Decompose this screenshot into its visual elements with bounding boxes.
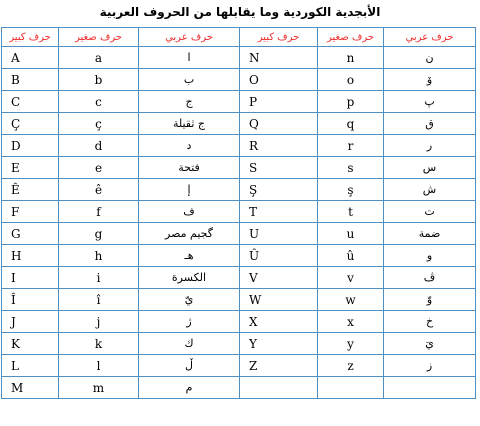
left-arabic-cell: گجيم مصر xyxy=(139,223,240,245)
right-capital-cell: R xyxy=(240,135,318,157)
right-small-cell: n xyxy=(318,47,384,69)
right-capital-cell: Û xyxy=(240,245,318,267)
table-row xyxy=(2,223,476,245)
right-arabic-cell: خ xyxy=(384,311,476,333)
left-arabic-cell: ج ثقيلة xyxy=(139,113,240,135)
left-arabic-cell: ف xyxy=(139,201,240,223)
left-capital-cell: Ê xyxy=(2,179,59,201)
right-small-cell xyxy=(318,377,384,399)
left-capital-cell: Î xyxy=(2,289,59,311)
right-arabic-cell: س xyxy=(384,157,476,179)
right-small-cell: v xyxy=(318,267,384,289)
right-capital-cell: Y xyxy=(240,333,318,355)
right-arabic-cell: وّ xyxy=(384,289,476,311)
table-row xyxy=(2,113,476,135)
right-capital-cell: T xyxy=(240,201,318,223)
left-capital-cell: B xyxy=(2,69,59,91)
left-capital-cell: A xyxy=(2,47,59,69)
right-small-cell: x xyxy=(318,311,384,333)
left-arabic-cell: ا xyxy=(139,47,240,69)
right-capital-cell: Q xyxy=(240,113,318,135)
left-capital-cell: C xyxy=(2,91,59,113)
left-capital-cell: M xyxy=(2,377,59,399)
header-capital-right: حرف كبير xyxy=(240,28,318,47)
header-arabic-right: حرف عربي xyxy=(384,28,476,47)
right-capital-cell: S xyxy=(240,157,318,179)
right-capital-cell: W xyxy=(240,289,318,311)
table-row xyxy=(2,179,476,201)
left-small-cell: e xyxy=(59,157,139,179)
left-capital-cell: F xyxy=(2,201,59,223)
table-row xyxy=(2,267,476,289)
left-small-cell: h xyxy=(59,245,139,267)
left-small-cell: f xyxy=(59,201,139,223)
left-arabic-cell: م xyxy=(139,377,240,399)
right-capital-cell: O xyxy=(240,69,318,91)
right-arabic-cell: ق xyxy=(384,113,476,135)
left-small-cell: î xyxy=(59,289,139,311)
left-small-cell: b xyxy=(59,69,139,91)
right-small-cell: u xyxy=(318,223,384,245)
table-row xyxy=(2,289,476,311)
right-arabic-cell: ن xyxy=(384,47,476,69)
left-arabic-cell: ڵ xyxy=(139,355,240,377)
left-small-cell: l xyxy=(59,355,139,377)
left-capital-cell: D xyxy=(2,135,59,157)
right-arabic-cell: ر xyxy=(384,135,476,157)
left-small-cell: ç xyxy=(59,113,139,135)
right-arabic-cell: ت xyxy=(384,201,476,223)
table-row xyxy=(2,377,476,399)
table-row xyxy=(2,245,476,267)
right-capital-cell: U xyxy=(240,223,318,245)
left-small-cell: g xyxy=(59,223,139,245)
table-row xyxy=(2,91,476,113)
alphabet-table xyxy=(1,27,476,399)
left-small-cell: c xyxy=(59,91,139,113)
left-arabic-cell: ج xyxy=(139,91,240,113)
right-small-cell: s xyxy=(318,157,384,179)
left-small-cell: i xyxy=(59,267,139,289)
right-arabic-cell: ڤ xyxy=(384,267,476,289)
left-small-cell: d xyxy=(59,135,139,157)
table-row xyxy=(2,311,476,333)
left-arabic-cell: ب xyxy=(139,69,240,91)
right-arabic-cell: پ xyxy=(384,91,476,113)
left-arabic-cell: الكسرة xyxy=(139,267,240,289)
header-arabic-left: حرف عربي xyxy=(139,28,240,47)
page-title: الأبجدية الكوردية وما يقابلها من الحروف العربية xyxy=(99,5,381,19)
left-capital-cell: L xyxy=(2,355,59,377)
left-arabic-cell: ژ xyxy=(139,311,240,333)
right-arabic-cell xyxy=(384,377,476,399)
right-small-cell: y xyxy=(318,333,384,355)
right-small-cell: t xyxy=(318,201,384,223)
right-small-cell: z xyxy=(318,355,384,377)
right-arabic-cell: ۆ xyxy=(384,69,476,91)
right-capital-cell xyxy=(240,377,318,399)
right-arabic-cell: ش xyxy=(384,179,476,201)
left-small-cell: ê xyxy=(59,179,139,201)
left-small-cell: k xyxy=(59,333,139,355)
right-small-cell: o xyxy=(318,69,384,91)
table-header-row xyxy=(2,28,476,47)
left-small-cell: a xyxy=(59,47,139,69)
left-capital-cell: J xyxy=(2,311,59,333)
right-capital-cell: Z xyxy=(240,355,318,377)
left-small-cell: j xyxy=(59,311,139,333)
table-row xyxy=(2,355,476,377)
right-small-cell: p xyxy=(318,91,384,113)
left-arabic-cell: هـ xyxy=(139,245,240,267)
right-small-cell: û xyxy=(318,245,384,267)
right-capital-cell: Ş xyxy=(240,179,318,201)
left-capital-cell: K xyxy=(2,333,59,355)
table-row xyxy=(2,201,476,223)
left-arabic-cell: ك xyxy=(139,333,240,355)
left-arabic-cell: يّ xyxy=(139,289,240,311)
right-small-cell: q xyxy=(318,113,384,135)
left-capital-cell: G xyxy=(2,223,59,245)
right-arabic-cell: ز xyxy=(384,355,476,377)
right-small-cell: ş xyxy=(318,179,384,201)
right-capital-cell: N xyxy=(240,47,318,69)
left-arabic-cell: د xyxy=(139,135,240,157)
right-arabic-cell: و xyxy=(384,245,476,267)
table-row xyxy=(2,135,476,157)
right-arabic-cell: يَ xyxy=(384,333,476,355)
header-capital-left: حرف كبير xyxy=(2,28,59,47)
header-small-right: حرف صغير xyxy=(318,28,384,47)
table-row xyxy=(2,69,476,91)
right-small-cell: r xyxy=(318,135,384,157)
table-row xyxy=(2,47,476,69)
left-capital-cell: Ç xyxy=(2,113,59,135)
left-capital-cell: E xyxy=(2,157,59,179)
table-row xyxy=(2,157,476,179)
left-capital-cell: I xyxy=(2,267,59,289)
right-capital-cell: P xyxy=(240,91,318,113)
right-capital-cell: X xyxy=(240,311,318,333)
table-row xyxy=(2,333,476,355)
left-arabic-cell: فتحة xyxy=(139,157,240,179)
right-arabic-cell: ضمة xyxy=(384,223,476,245)
left-small-cell: m xyxy=(59,377,139,399)
header-small-left: حرف صغير xyxy=(59,28,139,47)
right-capital-cell: V xyxy=(240,267,318,289)
left-arabic-cell: إ xyxy=(139,179,240,201)
right-small-cell: w xyxy=(318,289,384,311)
left-capital-cell: H xyxy=(2,245,59,267)
